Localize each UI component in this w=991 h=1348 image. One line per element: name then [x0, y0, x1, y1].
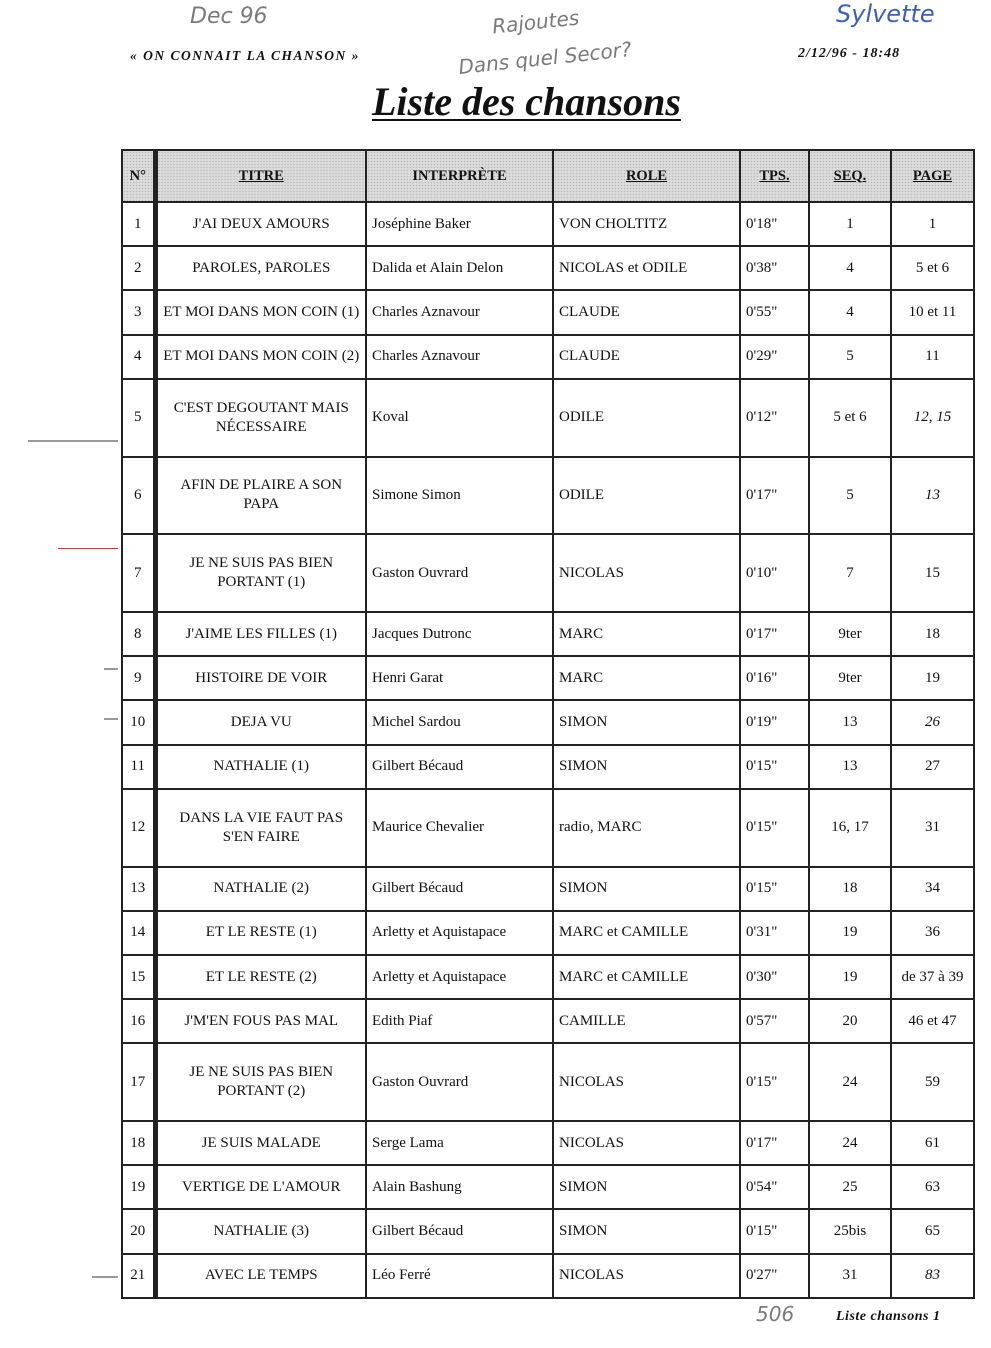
table-row	[122, 379, 974, 457]
cell-seq: 16, 17	[809, 789, 891, 867]
cell-titre: J'M'EN FOUS PAS MAL	[155, 999, 366, 1043]
cell-role: CLAUDE	[553, 290, 740, 334]
cell-interprete: Michel Sardou	[366, 700, 553, 744]
cell-titre: AFIN DE PLAIRE A SON PAPA	[155, 457, 366, 535]
cell-page: 36	[891, 911, 974, 955]
table-row	[122, 955, 974, 999]
margin-line	[58, 548, 118, 549]
page-title: Liste des chansons	[372, 79, 681, 124]
column-header-page: PAGE	[891, 150, 974, 202]
cell-interprete: Arletty et Aquistapace	[366, 911, 553, 955]
cell-interprete: Gilbert Bécaud	[366, 867, 553, 911]
cell-number: 17	[122, 1043, 155, 1121]
cell-seq: 25bis	[809, 1209, 891, 1253]
cell-tps: 0'54"	[740, 1165, 809, 1209]
cell-number: 20	[122, 1209, 155, 1253]
cell-titre: ET LE RESTE (2)	[155, 955, 366, 999]
column-header-interprete: INTERPRÈTE	[366, 150, 553, 202]
cell-interprete: Alain Bashung	[366, 1165, 553, 1209]
cell-tps: 0'27"	[740, 1254, 809, 1298]
cell-seq: 13	[809, 745, 891, 789]
cell-titre: ET MOI DANS MON COIN (2)	[155, 335, 366, 379]
cell-titre: NATHALIE (2)	[155, 867, 366, 911]
table-row	[122, 911, 974, 955]
cell-role: MARC et CAMILLE	[553, 955, 740, 999]
show-name: « ON CONNAIT LA CHANSON »	[130, 48, 360, 63]
cell-seq: 24	[809, 1043, 891, 1121]
cell-page: 27	[891, 745, 974, 789]
cell-role: MARC	[553, 656, 740, 700]
cell-number: 10	[122, 700, 155, 744]
cell-seq: 20	[809, 999, 891, 1043]
cell-role: NICOLAS	[553, 1121, 740, 1165]
cell-titre: AVEC LE TEMPS	[155, 1254, 366, 1298]
column-header-role: ROLE	[553, 150, 740, 202]
cell-tps: 0'15"	[740, 867, 809, 911]
cell-seq: 5 et 6	[809, 379, 891, 457]
cell-tps: 0'15"	[740, 745, 809, 789]
table-row	[122, 789, 974, 867]
cell-role: radio, MARC	[553, 789, 740, 867]
cell-interprete: Charles Aznavour	[366, 290, 553, 334]
cell-tps: 0'15"	[740, 1209, 809, 1253]
cell-role: MARC	[553, 612, 740, 656]
cell-seq: 5	[809, 335, 891, 379]
cell-titre: JE NE SUIS PAS BIEN PORTANT (1)	[155, 534, 366, 612]
cell-page: 26	[891, 700, 974, 744]
cell-titre: JE NE SUIS PAS BIEN PORTANT (2)	[155, 1043, 366, 1121]
cell-interprete: Gaston Ouvrard	[366, 1043, 553, 1121]
table-row	[122, 202, 974, 246]
cell-page: 12, 15	[891, 379, 974, 457]
cell-interprete: Gaston Ouvrard	[366, 534, 553, 612]
table-row	[122, 246, 974, 290]
cell-titre: ET LE RESTE (1)	[155, 911, 366, 955]
cell-page: 46 et 47	[891, 999, 974, 1043]
cell-interprete: Henri Garat	[366, 656, 553, 700]
cell-role: NICOLAS et ODILE	[553, 246, 740, 290]
cell-seq: 24	[809, 1121, 891, 1165]
cell-number: 11	[122, 745, 155, 789]
cell-tps: 0'16"	[740, 656, 809, 700]
annotation-total: 506	[756, 1302, 795, 1326]
cell-page: de 37 à 39	[891, 955, 974, 999]
cell-tps: 0'30"	[740, 955, 809, 999]
cell-seq: 4	[809, 290, 891, 334]
cell-number: 16	[122, 999, 155, 1043]
cell-titre: NATHALIE (1)	[155, 745, 366, 789]
cell-role: NICOLAS	[553, 534, 740, 612]
cell-role: SIMON	[553, 1209, 740, 1253]
cell-role: CLAUDE	[553, 335, 740, 379]
margin-line	[104, 668, 118, 670]
cell-page: 11	[891, 335, 974, 379]
table-row	[122, 745, 974, 789]
cell-role: NICOLAS	[553, 1254, 740, 1298]
cell-number: 1	[122, 202, 155, 246]
table-row	[122, 1121, 974, 1165]
cell-role: ODILE	[553, 379, 740, 457]
cell-number: 4	[122, 335, 155, 379]
cell-number: 2	[122, 246, 155, 290]
cell-number: 13	[122, 867, 155, 911]
cell-interprete: Arletty et Aquistapace	[366, 955, 553, 999]
annotation-note-line1: Rajoutes	[490, 5, 581, 39]
cell-number: 8	[122, 612, 155, 656]
cell-titre: DEJA VU	[155, 700, 366, 744]
cell-seq: 1	[809, 202, 891, 246]
cell-tps: 0'31"	[740, 911, 809, 955]
cell-seq: 31	[809, 1254, 891, 1298]
cell-page: 18	[891, 612, 974, 656]
cell-tps: 0'15"	[740, 789, 809, 867]
cell-page: 34	[891, 867, 974, 911]
cell-tps: 0'19"	[740, 700, 809, 744]
song-list-table	[121, 149, 975, 1299]
cell-page: 63	[891, 1165, 974, 1209]
cell-seq: 7	[809, 534, 891, 612]
cell-seq: 19	[809, 911, 891, 955]
table-row	[122, 457, 974, 535]
cell-seq: 4	[809, 246, 891, 290]
cell-page: 31	[891, 789, 974, 867]
document-datestamp: 2/12/96 - 18:48	[798, 46, 901, 61]
cell-number: 9	[122, 656, 155, 700]
cell-interprete: Maurice Chevalier	[366, 789, 553, 867]
cell-tps: 0'17"	[740, 612, 809, 656]
margin-line	[104, 718, 118, 720]
cell-seq: 5	[809, 457, 891, 535]
cell-number: 5	[122, 379, 155, 457]
cell-seq: 19	[809, 955, 891, 999]
table-row	[122, 1209, 974, 1253]
cell-titre: PAROLES, PAROLES	[155, 246, 366, 290]
cell-page: 1	[891, 202, 974, 246]
cell-interprete: Charles Aznavour	[366, 335, 553, 379]
cell-number: 21	[122, 1254, 155, 1298]
cell-page: 19	[891, 656, 974, 700]
table-row	[122, 999, 974, 1043]
cell-titre: J'AIME LES FILLES (1)	[155, 612, 366, 656]
cell-tps: 0'17"	[740, 457, 809, 535]
margin-line	[92, 1276, 118, 1278]
cell-number: 15	[122, 955, 155, 999]
cell-interprete: Edith Piaf	[366, 999, 553, 1043]
cell-tps: 0'15"	[740, 1043, 809, 1121]
annotation-name: Sylvette	[836, 0, 935, 28]
cell-interprete: Dalida et Alain Delon	[366, 246, 553, 290]
cell-tps: 0'17"	[740, 1121, 809, 1165]
cell-number: 18	[122, 1121, 155, 1165]
cell-tps: 0'38"	[740, 246, 809, 290]
cell-interprete: Gilbert Bécaud	[366, 1209, 553, 1253]
cell-titre: JE SUIS MALADE	[155, 1121, 366, 1165]
cell-titre: DANS LA VIE FAUT PAS S'EN FAIRE	[155, 789, 366, 867]
cell-number: 12	[122, 789, 155, 867]
table-row	[122, 656, 974, 700]
cell-titre: J'AI DEUX AMOURS	[155, 202, 366, 246]
cell-page: 65	[891, 1209, 974, 1253]
table-header-row	[122, 150, 974, 202]
table-row	[122, 1165, 974, 1209]
cell-page: 5 et 6	[891, 246, 974, 290]
cell-role: SIMON	[553, 1165, 740, 1209]
cell-number: 7	[122, 534, 155, 612]
cell-role: MARC et CAMILLE	[553, 911, 740, 955]
cell-number: 3	[122, 290, 155, 334]
cell-titre: VERTIGE DE L'AMOUR	[155, 1165, 366, 1209]
cell-tps: 0'18"	[740, 202, 809, 246]
cell-interprete: Joséphine Baker	[366, 202, 553, 246]
table-row	[122, 534, 974, 612]
cell-tps: 0'12"	[740, 379, 809, 457]
table-row	[122, 290, 974, 334]
cell-role: CAMILLE	[553, 999, 740, 1043]
cell-seq: 13	[809, 700, 891, 744]
cell-seq: 9ter	[809, 656, 891, 700]
cell-page: 10 et 11	[891, 290, 974, 334]
cell-seq: 9ter	[809, 612, 891, 656]
cell-tps: 0'55"	[740, 290, 809, 334]
annotation-note-line2: Dans quel Secor?	[457, 36, 633, 80]
table-row	[122, 867, 974, 911]
table-row	[122, 612, 974, 656]
footer-label: Liste chansons 1	[836, 1309, 941, 1324]
cell-page: 61	[891, 1121, 974, 1165]
table-row	[122, 1043, 974, 1121]
cell-role: SIMON	[553, 700, 740, 744]
cell-page: 15	[891, 534, 974, 612]
table-row	[122, 700, 974, 744]
cell-interprete: Gilbert Bécaud	[366, 745, 553, 789]
annotation-date: Dec 96	[190, 4, 268, 29]
column-header-number: N°	[122, 150, 155, 202]
margin-line	[28, 440, 118, 442]
cell-number: 19	[122, 1165, 155, 1209]
column-header-tps: TPS.	[740, 150, 809, 202]
cell-titre: ET MOI DANS MON COIN (1)	[155, 290, 366, 334]
table-row	[122, 1254, 974, 1298]
column-header-seq: SEQ.	[809, 150, 891, 202]
cell-titre: C'EST DEGOUTANT MAIS NÉCESSAIRE	[155, 379, 366, 457]
cell-interprete: Léo Ferré	[366, 1254, 553, 1298]
cell-number: 14	[122, 911, 155, 955]
cell-interprete: Simone Simon	[366, 457, 553, 535]
cell-tps: 0'10"	[740, 534, 809, 612]
table-row	[122, 335, 974, 379]
cell-role: ODILE	[553, 457, 740, 535]
cell-role: SIMON	[553, 745, 740, 789]
cell-role: VON CHOLTITZ	[553, 202, 740, 246]
cell-interprete: Jacques Dutronc	[366, 612, 553, 656]
cell-titre: NATHALIE (3)	[155, 1209, 366, 1253]
cell-tps: 0'29"	[740, 335, 809, 379]
cell-role: NICOLAS	[553, 1043, 740, 1121]
cell-titre: HISTOIRE DE VOIR	[155, 656, 366, 700]
cell-role: SIMON	[553, 867, 740, 911]
cell-interprete: Koval	[366, 379, 553, 457]
cell-page: 83	[891, 1254, 974, 1298]
cell-number: 6	[122, 457, 155, 535]
cell-page: 13	[891, 457, 974, 535]
column-header-titre: TITRE	[155, 150, 366, 202]
cell-seq: 25	[809, 1165, 891, 1209]
cell-seq: 18	[809, 867, 891, 911]
cell-tps: 0'57"	[740, 999, 809, 1043]
cell-page: 59	[891, 1043, 974, 1121]
cell-interprete: Serge Lama	[366, 1121, 553, 1165]
